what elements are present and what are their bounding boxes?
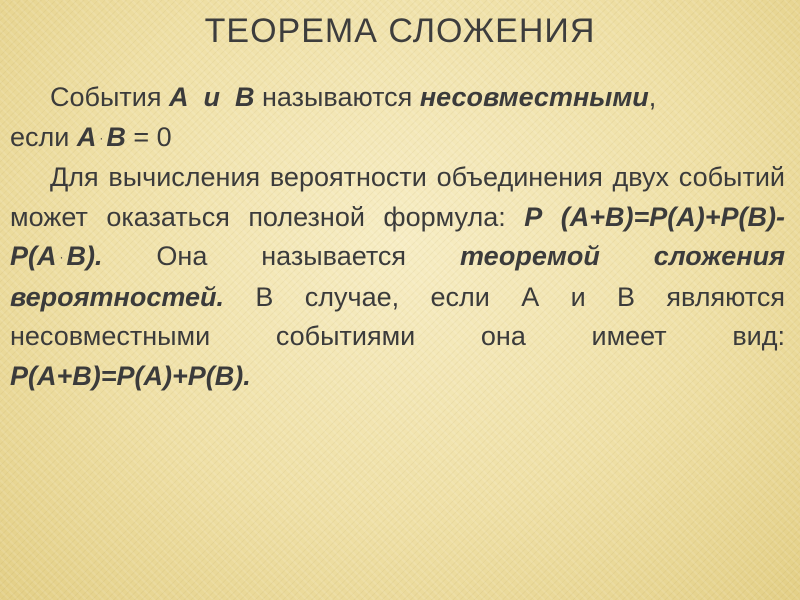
paragraph-definition <box>10 78 785 118</box>
conjunction-and: и <box>203 82 220 112</box>
text-segment: называются <box>254 82 420 112</box>
term-incompatible: несовместными <box>419 82 649 112</box>
formula-general-a: Р (А+В)=Р(А)+Р(В)-Р(А <box>10 201 785 271</box>
text-segment: События <box>50 82 169 112</box>
text-segment: , <box>648 82 657 112</box>
paragraph-condition <box>10 118 785 159</box>
text-segment: = 0 <box>125 121 172 152</box>
product-dot: · <box>99 130 104 145</box>
slide-body <box>10 78 785 396</box>
formula-general-b: В). <box>66 241 103 271</box>
formula-incompatible: Р(А+В)=Р(А)+Р(В). <box>10 360 251 391</box>
text-segment: В случае, если А и В являются несовместными событиями она имеет вид: <box>10 281 785 351</box>
event-a: А <box>168 82 189 112</box>
text-segment: Она называется <box>102 241 460 271</box>
term-addition-theorem: теоремой сложения вероятностей. <box>10 241 785 312</box>
event-a: А <box>76 121 97 152</box>
product-dot: · <box>59 250 64 264</box>
paragraph-theorem <box>10 158 785 396</box>
slide-title: ТЕОРЕМА СЛОЖЕНИЯ <box>204 12 596 50</box>
event-b: В <box>235 82 255 112</box>
text-segment: если <box>10 121 77 152</box>
event-b: В <box>106 121 126 152</box>
text-segment: Для вычисления вероятности объединения двух событий может оказаться полезной формула: <box>10 162 785 232</box>
